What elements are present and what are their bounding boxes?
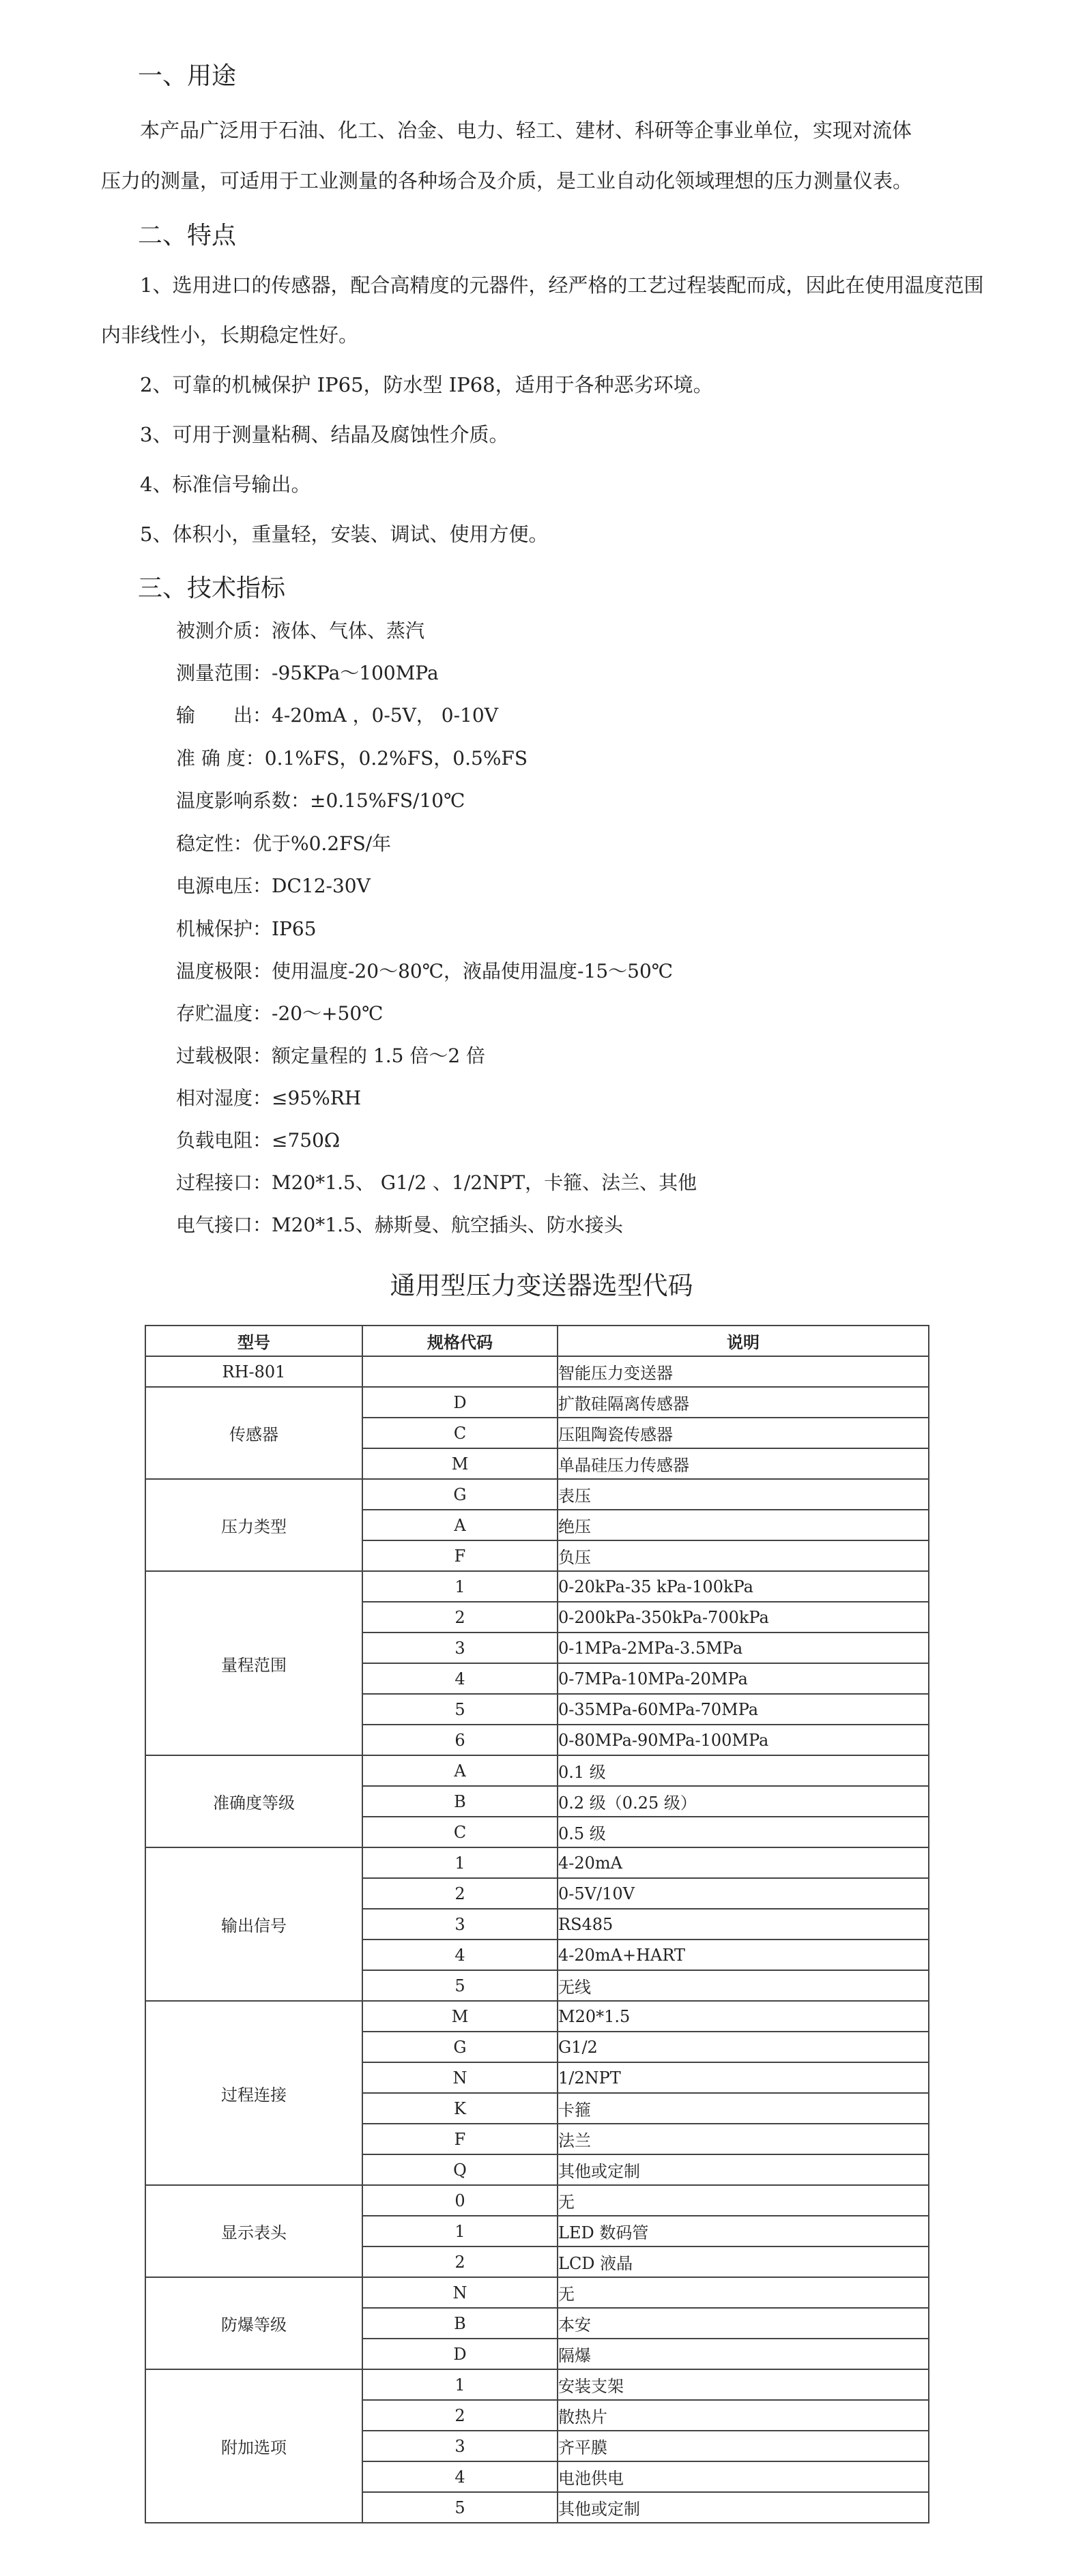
description-cell: 0-1MPa-2MPa-3.5MPa [558, 1633, 929, 1663]
code-cell: D [362, 1387, 558, 1418]
group-label-cell: 准确度等级 [145, 1755, 362, 1847]
group-label-cell: 量程范围 [145, 1571, 362, 1755]
group-label-cell: 附加选项 [145, 2369, 362, 2523]
description-cell: 1/2NPT [558, 2062, 929, 2093]
table-row [145, 1479, 929, 1510]
description-cell: 压阻陶瓷传感器 [558, 1418, 929, 1448]
header-model: 型号 [145, 1326, 362, 1356]
code-cell: 2 [362, 2400, 558, 2431]
feature-item-4: 4、标准信号输出。 [140, 473, 311, 496]
section-title-specs: 三、技术指标 [138, 574, 286, 602]
spec-item: 过程接口：M20*1.5、 G1/2 、1/2NPT，卡箍、法兰、其他 [176, 1171, 697, 1194]
usage-paragraph-line-1: 本产品广泛用于石油、化工、冶金、电力、轻工、建材、科研等企事业单位，实现对流体 [140, 119, 912, 142]
group-label-cell: 传感器 [145, 1387, 362, 1479]
description-cell: 卡箍 [558, 2093, 929, 2124]
description-cell: 4-20mA+HART [558, 1940, 929, 1970]
description-cell: 安装支架 [558, 2369, 929, 2400]
description-cell: 绝压 [558, 1510, 929, 1540]
section-title-features: 二、特点 [138, 222, 237, 250]
code-cell: 1 [362, 1571, 558, 1602]
code-cell: C [362, 1418, 558, 1448]
description-cell: 0.5 级 [558, 1817, 929, 1847]
code-cell: B [362, 1786, 558, 1817]
description-cell: LCD 液晶 [558, 2246, 929, 2277]
spec-item: 相对湿度：≤95%RH [176, 1087, 362, 1109]
code-cell: 2 [362, 2246, 558, 2277]
table-row [145, 1847, 929, 1878]
table-row [145, 1356, 929, 1387]
code-cell: G [362, 2032, 558, 2062]
table-row [145, 2369, 929, 2400]
code-cell: M [362, 2001, 558, 2032]
description-cell: 0-20kPa-35 kPa-100kPa [558, 1571, 929, 1602]
group-label-cell: 过程连接 [145, 2001, 362, 2185]
code-cell: 3 [362, 1633, 558, 1663]
description-cell: 单晶硅压力传感器 [558, 1448, 929, 1479]
feature-item-1: 1、选用进口的传感器，配合高精度的元器件，经严格的工艺过程装配而成，因此在使用温度范围内非线性小，长期稳定性好。 [101, 274, 984, 347]
description-cell: 无 [558, 2185, 929, 2216]
selection-code-table [145, 1325, 929, 2523]
code-cell: 1 [362, 2216, 558, 2246]
code-cell: 5 [362, 1970, 558, 2001]
spec-item: 被测介质：液体、气体、蒸汽 [176, 619, 425, 642]
description-cell: 齐平膜 [558, 2431, 929, 2461]
feature-item-3: 3、可用于测量粘稠、结晶及腐蚀性介质。 [140, 423, 509, 446]
description-cell: 其他或定制 [558, 2154, 929, 2185]
description-cell: 0.1 级 [558, 1755, 929, 1786]
group-label-cell: 压力类型 [145, 1479, 362, 1571]
table-row [145, 1571, 929, 1602]
description-cell: 4-20mA [558, 1847, 929, 1878]
code-cell: 2 [362, 1602, 558, 1633]
spec-item: 机械保护：IP65 [176, 918, 317, 940]
spec-item: 测量范围：-95KPa～100MPa [176, 662, 439, 684]
code-cell [362, 1356, 558, 1387]
group-label-cell: 显示表头 [145, 2185, 362, 2277]
description-cell: 0-80MPa-90MPa-100MPa [558, 1725, 929, 1755]
description-cell: 0-5V/10V [558, 1878, 929, 1909]
description-cell: 表压 [558, 1479, 929, 1510]
table-header-row [145, 1326, 929, 1356]
code-cell: B [362, 2308, 558, 2339]
table-row [145, 1387, 929, 1418]
table-title: 通用型压力变送器选型代码 [390, 1271, 693, 1300]
feature-item-2: 2、可靠的机械保护 IP65，防水型 IP68，适用于各种恶劣环境。 [140, 373, 713, 396]
spec-item: 稳定性：优于%0.2FS/年 [176, 832, 392, 855]
code-cell: K [362, 2093, 558, 2124]
header-spec-code: 规格代码 [362, 1326, 558, 1356]
code-cell: 3 [362, 2431, 558, 2461]
code-cell: 0 [362, 2185, 558, 2216]
description-cell: 0-7MPa-10MPa-20MPa [558, 1663, 929, 1694]
description-cell: 无线 [558, 1970, 929, 2001]
description-cell: 本安 [558, 2308, 929, 2339]
code-cell: D [362, 2339, 558, 2369]
description-cell: M20*1.5 [558, 2001, 929, 2032]
description-cell: 无 [558, 2277, 929, 2308]
spec-item: 电源电压：DC12-30V [176, 875, 371, 897]
model-cell: RH-801 [145, 1356, 362, 1387]
description-cell: 0-200kPa-350kPa-700kPa [558, 1602, 929, 1633]
code-cell: 4 [362, 1940, 558, 1970]
table-row [145, 1755, 929, 1786]
spec-item: 温度极限：使用温度-20～80℃，液晶使用温度-15～50℃ [176, 960, 674, 982]
code-cell: Q [362, 2154, 558, 2185]
code-cell: 2 [362, 1878, 558, 1909]
code-cell: M [362, 1448, 558, 1479]
code-cell: A [362, 1755, 558, 1786]
table-row [145, 2185, 929, 2216]
description-cell: 智能压力变送器 [558, 1356, 929, 1387]
description-cell: 0-35MPa-60MPa-70MPa [558, 1694, 929, 1725]
description-cell: 隔爆 [558, 2339, 929, 2369]
code-cell: F [362, 2124, 558, 2154]
spec-item: 负载电阻：≤750Ω [176, 1129, 341, 1152]
spec-item: 准 确 度：0.1%FS，0.2%FS，0.5%FS [176, 747, 528, 770]
code-cell: 5 [362, 1694, 558, 1725]
code-cell: 1 [362, 1847, 558, 1878]
code-cell: 6 [362, 1725, 558, 1755]
description-cell: 电池供电 [558, 2461, 929, 2492]
description-cell: RS485 [558, 1909, 929, 1940]
spec-item: 输 出：4-20mA ，0-5V， 0-10V [176, 704, 498, 727]
code-cell: A [362, 1510, 558, 1540]
description-cell: LED 数码管 [558, 2216, 929, 2246]
spec-item: 电气接口：M20*1.5、赫斯曼、航空插头、防水接头 [176, 1214, 623, 1236]
spec-item: 过载极限：额定量程的 1.5 倍～2 倍 [176, 1044, 486, 1067]
feature-item-5: 5、体积小，重量轻，安装、调试、使用方便。 [140, 523, 549, 546]
code-cell: 3 [362, 1909, 558, 1940]
spec-item: 温度影响系数：±0.15%FS/10℃ [176, 789, 465, 812]
description-cell: 法兰 [558, 2124, 929, 2154]
description-cell: 其他或定制 [558, 2492, 929, 2523]
code-cell: F [362, 1540, 558, 1571]
description-cell: 负压 [558, 1540, 929, 1571]
code-cell: C [362, 1817, 558, 1847]
code-cell: G [362, 1479, 558, 1510]
header-description: 说明 [558, 1326, 929, 1356]
group-label-cell: 输出信号 [145, 1847, 362, 2001]
description-cell: 0.2 级（0.25 级） [558, 1786, 929, 1817]
code-cell: 5 [362, 2492, 558, 2523]
table-row [145, 2277, 929, 2308]
group-label-cell: 防爆等级 [145, 2277, 362, 2369]
code-cell: 4 [362, 1663, 558, 1694]
code-cell: 1 [362, 2369, 558, 2400]
spec-item: 存贮温度：-20～+50℃ [176, 1002, 384, 1025]
description-cell: G1/2 [558, 2032, 929, 2062]
usage-paragraph-line-2: 压力的测量，可适用于工业测量的各种场合及介质，是工业自动化领域理想的压力测量仪表。 [101, 169, 913, 192]
description-cell: 扩散硅隔离传感器 [558, 1387, 929, 1418]
code-cell: N [362, 2062, 558, 2093]
code-cell: N [362, 2277, 558, 2308]
description-cell: 散热片 [558, 2400, 929, 2431]
table-row [145, 2001, 929, 2032]
section-title-usage: 一、用途 [138, 62, 237, 90]
code-cell: 4 [362, 2461, 558, 2492]
